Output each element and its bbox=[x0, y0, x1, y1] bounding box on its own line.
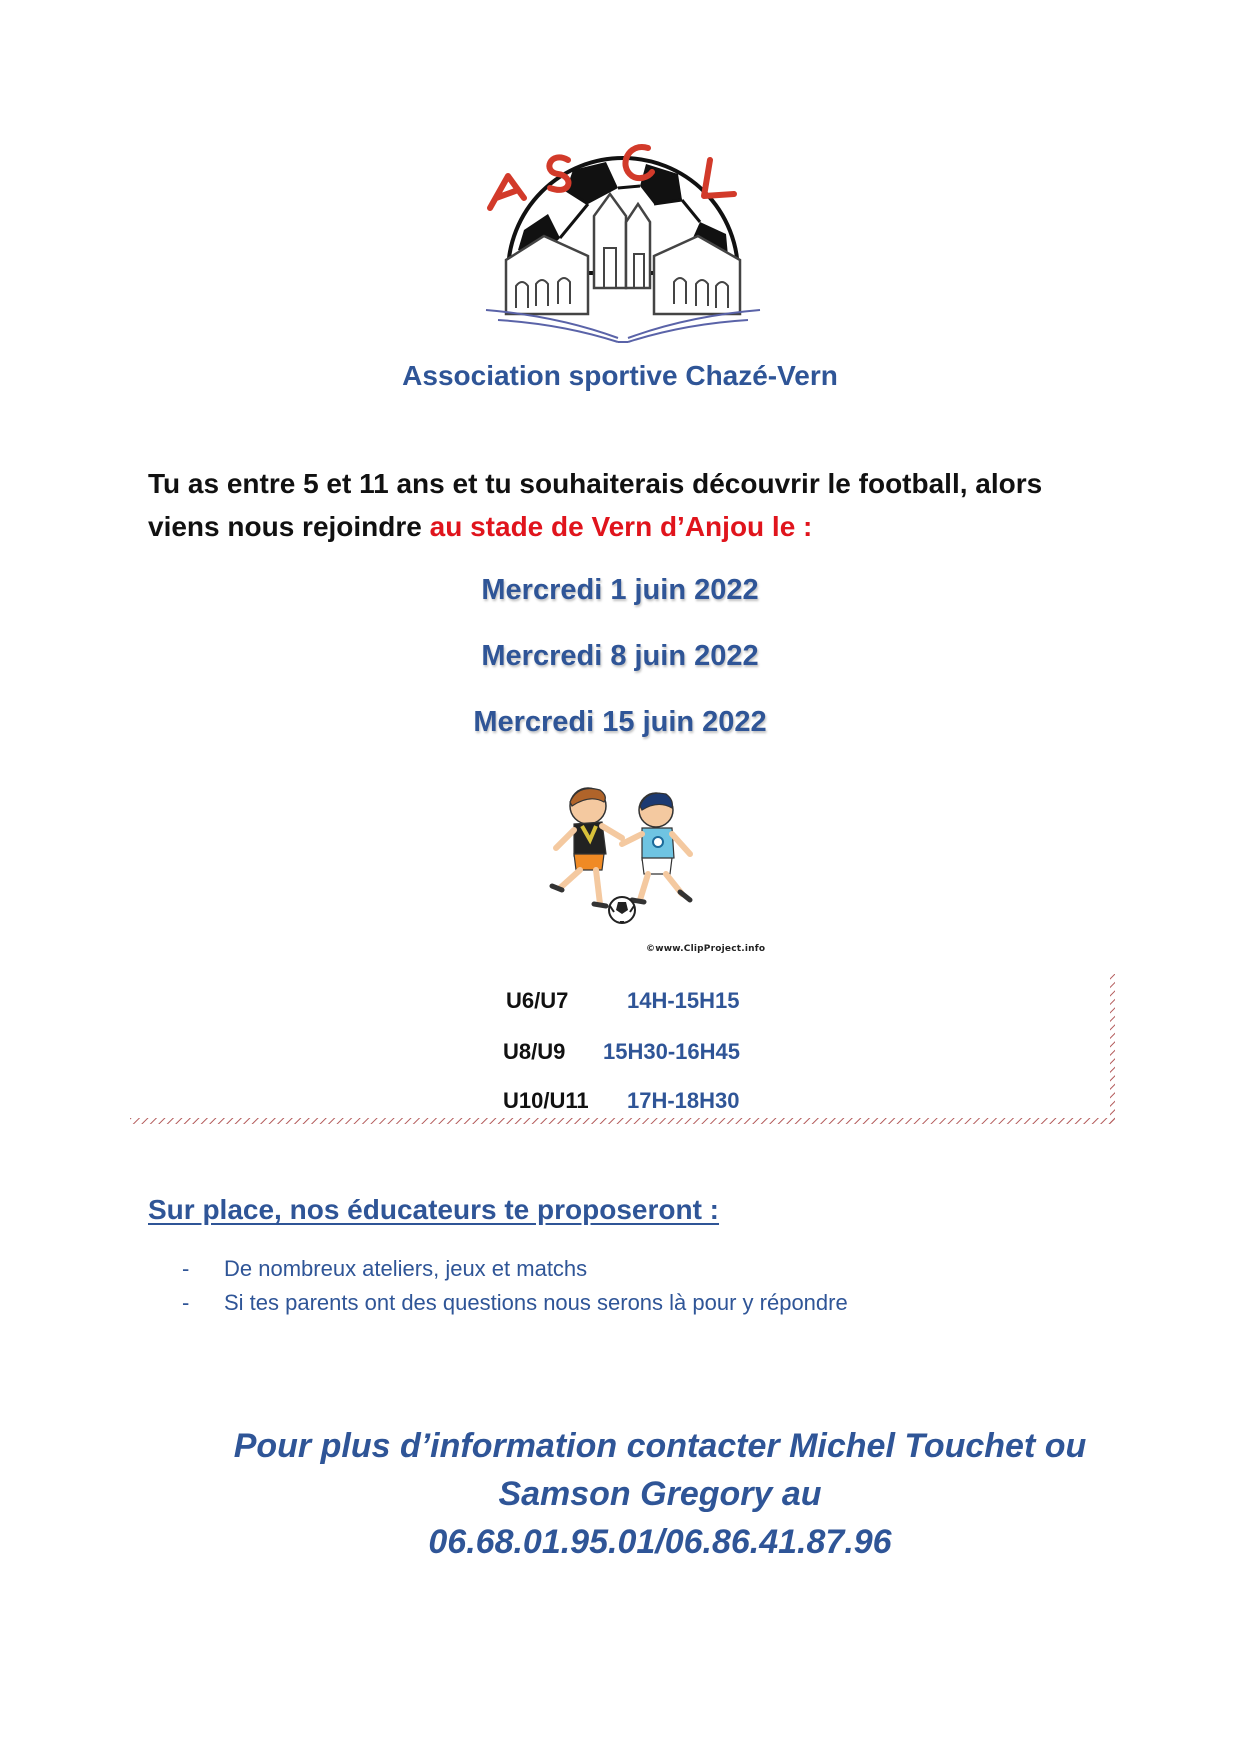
club-name: Association sportive Chazé-Vern bbox=[402, 360, 838, 391]
session-date: Mercredi 15 juin 2022 bbox=[473, 706, 767, 738]
list-item-text: Si tes parents ont des questions nous serons là pour y répondre bbox=[224, 1290, 848, 1315]
clipart-credit: ©www.ClipProject.info bbox=[646, 944, 766, 954]
contact-line-1: Pour plus d’information contacter Michel Touchet ou bbox=[233, 1427, 1087, 1465]
schedule-row bbox=[503, 1039, 565, 1065]
stadium-location: au stade de Vern d’Anjou le : bbox=[429, 511, 813, 542]
list-item-text: De nombreux ateliers, jeux et matchs bbox=[224, 1256, 588, 1281]
schedule-time bbox=[627, 988, 740, 1014]
age-group: U8/U9 bbox=[503, 1039, 566, 1064]
contact-line-2: Samson Gregory au bbox=[498, 1475, 822, 1513]
intro-line-2-start: viens nous rejoindre bbox=[148, 511, 430, 542]
contact-info bbox=[220, 1422, 1100, 1566]
intro-line-2 bbox=[148, 505, 1108, 548]
intro-line-1: Tu as entre 5 et 11 ans et tu souhaiterais découvrir le football, alors bbox=[148, 468, 1043, 499]
age-group: U10/U11 bbox=[503, 1088, 589, 1113]
session-date: Mercredi 1 juin 2022 bbox=[481, 574, 759, 606]
onsite-list bbox=[182, 1252, 848, 1320]
schedule-time bbox=[627, 1088, 740, 1114]
schedule-time bbox=[603, 1039, 740, 1065]
ascl-logo bbox=[478, 138, 768, 348]
bullet-dash: - bbox=[182, 1290, 190, 1315]
bullet-dash: - bbox=[182, 1256, 190, 1281]
schedule-row bbox=[506, 988, 568, 1014]
time-slot: 15H30-16H45 bbox=[603, 1039, 740, 1064]
schedule-row bbox=[503, 1088, 589, 1114]
intro-text bbox=[148, 462, 1108, 548]
session-date: Mercredi 8 juin 2022 bbox=[481, 640, 759, 672]
time-slot: 17H-18H30 bbox=[627, 1088, 740, 1113]
contact-phones: 06.68.01.95.01/06.86.41.87.96 bbox=[428, 1523, 892, 1561]
onsite-heading: Sur place, nos éducateurs te proposeront : bbox=[148, 1194, 720, 1225]
age-group: U6/U7 bbox=[506, 988, 569, 1013]
time-slot: 14H-15H15 bbox=[627, 988, 740, 1013]
kids-football-illustration bbox=[530, 778, 730, 938]
list-item bbox=[182, 1252, 848, 1286]
list-item bbox=[182, 1286, 848, 1320]
